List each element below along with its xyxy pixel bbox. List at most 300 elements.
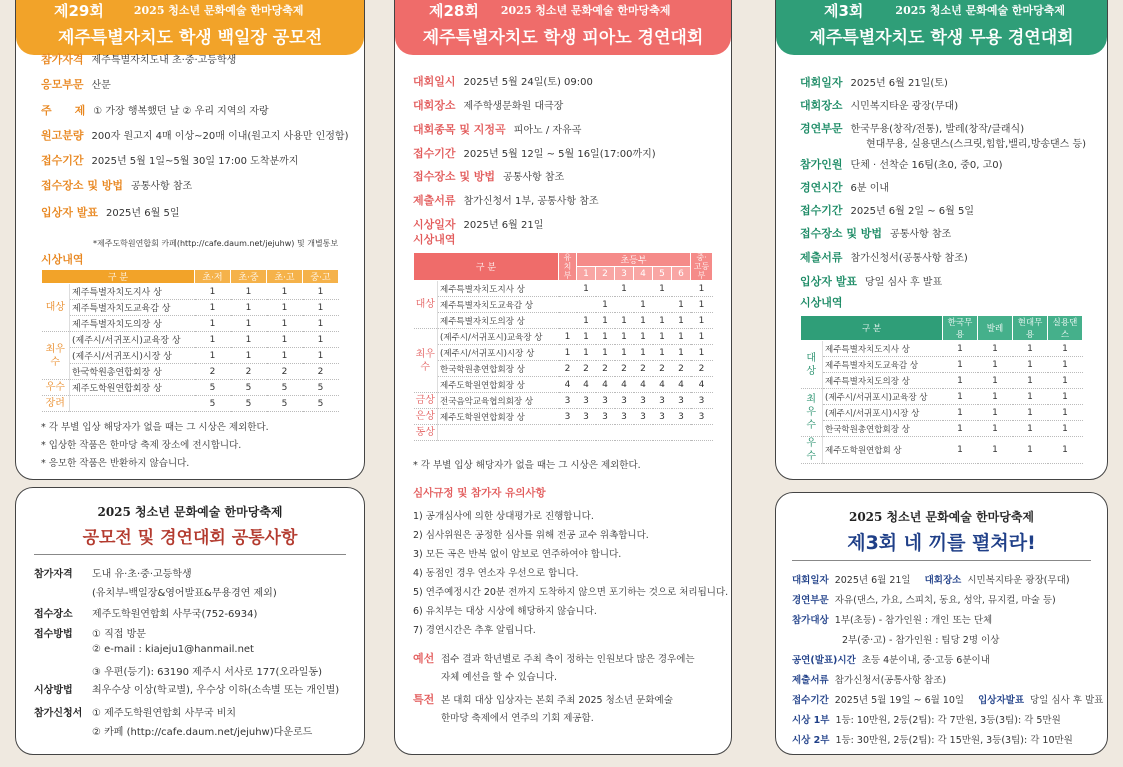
- award-count: 1: [978, 437, 1013, 464]
- award-count: 1: [691, 345, 713, 361]
- awards-label: 시상내역: [413, 233, 456, 246]
- festival-name: 2025 청소년 문화예술 한마당축제: [133, 4, 304, 17]
- info-key: 참가대상: [792, 615, 829, 626]
- info-value: 산문: [91, 80, 111, 91]
- award-count: 3: [634, 409, 653, 425]
- info-value: 시민복지타운 광장(무대): [850, 101, 959, 112]
- talent-festival: 2025 청소년 문화예술 한마당축제: [848, 510, 1035, 524]
- info-row: [792, 572, 1070, 586]
- info-value: 2025년 5월 24일(토) 09:00: [463, 77, 593, 88]
- award-count: 1: [978, 405, 1013, 421]
- announce-note: *제주도학원연합회 카페(http://cafe.daum.net/jejuhw) 및 개별통보: [93, 239, 339, 248]
- award-count: 1: [577, 345, 596, 361]
- award-count: [596, 281, 615, 297]
- info-row: [800, 179, 889, 195]
- award-count: 5: [195, 380, 231, 396]
- grade-header: 4: [634, 267, 653, 281]
- column-header: 발레: [978, 316, 1013, 341]
- award-count: [577, 297, 596, 313]
- award-count: 1: [1013, 389, 1048, 405]
- dance-card: [775, 0, 1108, 480]
- info-value: 1부(초등) - 참가인원 : 개인 또는 단체: [834, 615, 993, 626]
- column-header: 현대무용: [1013, 316, 1048, 341]
- info-row: [41, 76, 111, 92]
- section-text: 한마당 축제에서 연주의 기회 제공함.: [441, 713, 594, 724]
- award-count: 1: [672, 313, 691, 329]
- contest-number: 제29회: [54, 2, 104, 20]
- award-count: 1: [978, 341, 1013, 357]
- award-name: (제주시/서귀포시)시장 상: [438, 345, 559, 361]
- info-value: 자유(댄스, 가요, 스피치, 동요, 성악, 뮤지컬, 마술 등): [834, 595, 1056, 606]
- table-row: [414, 425, 713, 441]
- table-row: [42, 348, 339, 364]
- award-count: 3: [596, 393, 615, 409]
- award-count: 4: [691, 377, 713, 393]
- group-label: 대상: [414, 281, 438, 329]
- award-count: 1: [596, 345, 615, 361]
- award-count: 2: [653, 361, 672, 377]
- award-count: 1: [195, 348, 231, 364]
- info-key: 참가신청서: [34, 708, 83, 719]
- common-card: [15, 487, 365, 755]
- award-count: 1: [231, 284, 267, 300]
- info-row: [34, 723, 312, 738]
- info-row: [800, 97, 958, 113]
- award-count: 1: [231, 332, 267, 348]
- column-header: 유치부: [559, 253, 577, 281]
- award-count: 1: [303, 316, 339, 332]
- column-header: 구 분: [801, 316, 943, 341]
- info-value: 시민복지타운 광장(무대): [967, 575, 1070, 586]
- rule-item: 7) 경연시간은 추후 알립니다.: [413, 625, 536, 636]
- info-key: 제출서류: [413, 194, 456, 207]
- common-title: 공모전 및 경연대회 공통사항: [82, 528, 298, 548]
- award-count: [634, 281, 653, 297]
- award-name: 제주특별자치도교육감 상: [823, 357, 943, 373]
- info-key: 대회일자: [800, 76, 843, 89]
- contest-title: 제주특별자치도 학생 무용 경연대회: [809, 28, 1074, 48]
- award-name: 제주특별자치도교육감 상: [70, 300, 195, 316]
- dance-header: [776, 0, 1107, 55]
- award-count: 3: [577, 409, 596, 425]
- info-value: ① 직접 방문: [92, 629, 146, 640]
- info-row: [41, 127, 348, 143]
- table-header: [414, 253, 713, 267]
- info-value: 2025년 5월 1일~5월 30일 17:00 도착분까지: [91, 156, 299, 167]
- info-row: [41, 152, 298, 168]
- award-count: 1: [267, 348, 303, 364]
- section-key: 예선: [413, 652, 435, 665]
- info-row: [413, 145, 656, 161]
- info-row: [413, 168, 564, 184]
- info-key: 접수장소: [34, 609, 73, 620]
- info-row: [792, 632, 999, 646]
- award-count: 1: [615, 329, 634, 345]
- award-count: 1: [653, 313, 672, 329]
- info-key: 시상 1부: [792, 715, 830, 726]
- info-row: [800, 156, 1003, 172]
- info-value: 피아노 / 자유곡: [513, 125, 582, 136]
- footnote: * 응모한 작품은 반환하지 않습니다.: [41, 458, 190, 469]
- common-festival: 2025 청소년 문화예술 한마당축제: [97, 505, 283, 519]
- info-value: 현대무용, 실용댄스(스크릿,힙합,밸리,방송댄스 등): [866, 139, 1087, 150]
- award-count: 1: [195, 316, 231, 332]
- group-label: 우수: [801, 437, 823, 464]
- award-count: 1: [267, 332, 303, 348]
- table-row: [801, 421, 1083, 437]
- award-count: [691, 425, 713, 441]
- info-value: ③ 우편(등기): 63190 제주시 서사로 177(오라일동): [92, 667, 322, 678]
- award-count: 1: [672, 345, 691, 361]
- info-key: 대회일시: [413, 75, 456, 88]
- award-count: 1: [943, 341, 978, 357]
- award-count: 1: [1048, 373, 1083, 389]
- table-row: [414, 329, 713, 345]
- award-count: 1: [634, 345, 653, 361]
- award-count: 1: [943, 389, 978, 405]
- info-value: 공통사항 참조: [131, 181, 193, 192]
- award-count: 5: [267, 380, 303, 396]
- award-count: 2: [691, 361, 713, 377]
- rule-item: 3) 모든 곡은 반복 없이 암보로 연주하여야 합니다.: [413, 549, 622, 560]
- group-label: 최우수: [42, 332, 70, 380]
- info-value: 2025년 6월 21일: [834, 575, 911, 586]
- grade-header: 3: [615, 267, 634, 281]
- info-key: 대회장소: [924, 575, 962, 586]
- section-text: 자체 예선을 할 수 있습니다.: [441, 672, 558, 683]
- award-name: (제주시/서귀포시)시장 상: [823, 405, 943, 421]
- talent-card: [775, 492, 1108, 755]
- info-key: 대회장소: [413, 99, 456, 112]
- info-key: 입상자 발표: [41, 206, 98, 219]
- table-row: [42, 300, 339, 316]
- award-count: 1: [195, 300, 231, 316]
- award-name: 제주특별자치도지사 상: [823, 341, 943, 357]
- awards-table: [800, 315, 1083, 464]
- info-row: [792, 712, 1061, 726]
- info-value: 2025년 6월 21일: [463, 220, 544, 231]
- info-key: 접수장소 및 방법: [413, 170, 496, 183]
- table-row: [801, 357, 1083, 373]
- info-row: [41, 204, 179, 220]
- award-count: 1: [267, 300, 303, 316]
- baekiljang-header: [16, 0, 364, 55]
- award-count: 1: [303, 348, 339, 364]
- info-value: 한국무용(창작/전통), 발레(창작/클래식): [850, 124, 1025, 135]
- award-count: [559, 297, 577, 313]
- info-row: [800, 135, 1086, 150]
- group-label: 금상: [414, 393, 438, 409]
- award-name: 제주도학원연합회장 상: [438, 377, 559, 393]
- award-count: 3: [653, 409, 672, 425]
- table-row: [42, 396, 339, 412]
- info-key: 주 제: [41, 104, 86, 117]
- info-value: ② e-mail : kiajeju1@hanmail.net: [92, 644, 254, 655]
- info-row: [792, 592, 1056, 606]
- award-count: 1: [1048, 405, 1083, 421]
- award-name: [70, 396, 195, 412]
- award-count: 4: [559, 377, 577, 393]
- info-key: 접수기간: [41, 154, 84, 167]
- award-name: 한국학원총연합회장 상: [438, 361, 559, 377]
- award-count: [559, 281, 577, 297]
- award-count: 1: [672, 297, 691, 313]
- info-row: [41, 51, 236, 67]
- info-key: 참가인원: [800, 158, 843, 171]
- info-key: 시상방법: [34, 685, 73, 696]
- award-count: 1: [943, 405, 978, 421]
- column-header: 초·저: [195, 270, 231, 284]
- award-count: 3: [559, 393, 577, 409]
- info-key: 참가자격: [41, 53, 84, 66]
- award-count: 5: [303, 380, 339, 396]
- award-count: 2: [672, 361, 691, 377]
- info-key: 참가자격: [34, 569, 73, 580]
- info-row: [34, 605, 257, 620]
- award-count: 4: [634, 377, 653, 393]
- column-header: 중·고등부: [691, 253, 713, 281]
- award-count: 1: [978, 373, 1013, 389]
- award-count: 5: [195, 396, 231, 412]
- award-count: 1: [653, 329, 672, 345]
- award-count: 3: [577, 393, 596, 409]
- info-row: [34, 584, 277, 599]
- award-count: 1: [231, 348, 267, 364]
- grade-header: 5: [653, 267, 672, 281]
- award-count: [615, 297, 634, 313]
- group-label: 은상: [414, 409, 438, 425]
- info-row: [34, 704, 236, 719]
- award-name: 제주도학원연합회장 상: [438, 409, 559, 425]
- info-key: 대회장소: [800, 99, 843, 112]
- award-count: 1: [577, 313, 596, 329]
- table-row: [414, 393, 713, 409]
- award-count: 1: [195, 332, 231, 348]
- grade-header: 2: [596, 267, 615, 281]
- award-count: 1: [978, 389, 1013, 405]
- group-label: 장려: [42, 396, 70, 412]
- award-count: 1: [1048, 341, 1083, 357]
- award-count: 1: [943, 357, 978, 373]
- awards-table: [41, 269, 339, 412]
- award-name: 제주특별자치도교육감 상: [438, 297, 559, 313]
- award-count: 1: [559, 345, 577, 361]
- award-count: 1: [691, 297, 713, 313]
- info-key: 접수장소 및 방법: [800, 227, 883, 240]
- award-name: 제주도학원연합회장 상: [70, 380, 195, 396]
- award-count: 2: [634, 361, 653, 377]
- info-value: 공통사항 참조: [503, 172, 565, 183]
- award-count: [615, 425, 634, 441]
- info-row: [41, 102, 269, 118]
- award-count: [559, 313, 577, 329]
- award-name: 제주특별자치도의장 상: [823, 373, 943, 389]
- award-count: [672, 281, 691, 297]
- info-value: ② 카페 (http://cafe.daum.net/jejuhw)다운로드: [92, 727, 313, 738]
- award-name: 제주특별자치도의장 상: [438, 313, 559, 329]
- baekiljang-card: [15, 0, 365, 480]
- table-row: [801, 389, 1083, 405]
- award-count: [577, 425, 596, 441]
- award-count: 1: [615, 281, 634, 297]
- award-count: 2: [559, 361, 577, 377]
- table-row: [42, 316, 339, 332]
- info-value: 2025년 5월 12일 ~ 5월 16일(17:00까지): [463, 149, 656, 160]
- award-count: 5: [267, 396, 303, 412]
- info-key: 시상 2부: [792, 735, 830, 746]
- award-count: 3: [615, 393, 634, 409]
- table-row: [801, 405, 1083, 421]
- award-name: (제주시/서귀포시)시장 상: [70, 348, 195, 364]
- info-row: [413, 121, 581, 137]
- info-row: [800, 273, 942, 289]
- contest-number: 제28회: [429, 2, 479, 20]
- info-value: 2025년 6월 2일 ~ 6월 5일: [850, 206, 974, 217]
- table-row: [414, 345, 713, 361]
- table-row: [801, 373, 1083, 389]
- awards-label: 시상내역: [41, 253, 84, 266]
- award-count: 1: [596, 297, 615, 313]
- award-count: 1: [615, 345, 634, 361]
- talent-title: 제3회 네 끼를 펼쳐라!: [847, 532, 1036, 554]
- info-row: [34, 644, 254, 655]
- table-header: [801, 316, 1083, 341]
- award-count: [653, 297, 672, 313]
- info-value: 2부(중·고) - 참가인원 : 팀당 2명 이상: [842, 635, 1000, 646]
- award-count: 3: [691, 409, 713, 425]
- award-count: 3: [691, 393, 713, 409]
- grade-header: 1: [577, 267, 596, 281]
- award-name: 전국음악교육협의회장 상: [438, 393, 559, 409]
- award-count: [672, 425, 691, 441]
- info-value: 참가신청서(공통사항 참조): [834, 675, 947, 686]
- table-row: [414, 377, 713, 393]
- award-count: 3: [634, 393, 653, 409]
- info-value: 2025년 6월 21일(토): [850, 78, 948, 89]
- award-count: 1: [577, 281, 596, 297]
- award-count: 1: [1013, 357, 1048, 373]
- award-count: 1: [559, 329, 577, 345]
- info-key: 접수기간: [792, 695, 829, 706]
- info-value: 도내 유·초·중·고등학생: [92, 569, 192, 580]
- table-row: [414, 313, 713, 329]
- award-count: 1: [267, 284, 303, 300]
- column-header: 한국무용: [943, 316, 978, 341]
- group-label: 최우수: [414, 329, 438, 393]
- award-count: 1: [1048, 357, 1083, 373]
- award-count: 4: [615, 377, 634, 393]
- info-key: 공연(발표)시간: [792, 655, 856, 666]
- info-key: 접수장소 및 방법: [41, 179, 124, 192]
- award-count: 1: [943, 373, 978, 389]
- contest-title: 제주특별자치도 학생 백일장 공모전: [57, 28, 323, 48]
- award-count: [559, 425, 577, 441]
- info-row: [792, 732, 1073, 746]
- award-count: 1: [1013, 341, 1048, 357]
- info-row: [413, 216, 543, 232]
- group-label: 우수: [42, 380, 70, 396]
- column-header: 초등부: [577, 253, 691, 267]
- award-name: 제주특별자치도지사 상: [70, 284, 195, 300]
- award-count: 1: [1048, 421, 1083, 437]
- info-value: ① 가장 행복했던 날 ② 우리 지역의 자랑: [93, 106, 269, 117]
- info-key: 응모부문: [41, 78, 84, 91]
- column-header: 초·중: [231, 270, 267, 284]
- piano-card: [394, 0, 732, 755]
- award-count: 5: [303, 396, 339, 412]
- info-key: 대회일자: [792, 575, 829, 586]
- info-key: 대회종목 및 지정곡: [413, 123, 506, 136]
- info-key: 접수방법: [34, 629, 73, 640]
- award-count: [634, 425, 653, 441]
- award-name: (제주시/서귀포시)교육장 상: [823, 389, 943, 405]
- award-name: 한국학원총연합회장 상: [823, 421, 943, 437]
- info-row: [792, 692, 1103, 706]
- info-value: 제주학생문화원 대극장: [463, 101, 564, 112]
- info-key: 제출서류: [800, 251, 843, 264]
- award-count: 2: [577, 361, 596, 377]
- award-count: 1: [634, 297, 653, 313]
- info-key: 시상일자: [413, 218, 456, 231]
- info-row: [800, 202, 974, 218]
- award-count: 1: [978, 357, 1013, 373]
- award-count: 1: [1013, 373, 1048, 389]
- table-row: [414, 361, 713, 377]
- award-count: 1: [943, 421, 978, 437]
- rule-item: 1) 공개심사에 의한 상대평가로 진행합니다.: [413, 511, 594, 522]
- info-key: 입상자 발표: [800, 275, 857, 288]
- award-count: 1: [1013, 437, 1048, 464]
- award-count: 1: [596, 329, 615, 345]
- info-value: 1등: 30만원, 2등(2팀): 각 15만원, 3등(3팀): 각 10만원: [835, 735, 1073, 746]
- table-note: * 각 부별 입상 해당자가 없을 때는 그 시상은 제외한다.: [413, 460, 641, 471]
- table-row: [414, 409, 713, 425]
- info-value: 참가신청서 1부, 공통사항 참조: [463, 196, 599, 207]
- info-row: [34, 681, 339, 696]
- table-row: [42, 284, 339, 300]
- info-row: [800, 249, 968, 265]
- award-count: 3: [596, 409, 615, 425]
- rule-item: 2) 심사위원은 공정한 심사를 위해 전공 교수 위촉합니다.: [413, 530, 649, 541]
- award-count: 1: [653, 281, 672, 297]
- info-row: [34, 663, 322, 678]
- info-value: 당일 심사 후 발표: [1030, 695, 1104, 706]
- info-key: 입상자발표: [978, 695, 1024, 706]
- info-value: 단체 · 선착순 16팀(초0, 중0, 고0): [850, 160, 1003, 171]
- award-count: 1: [303, 284, 339, 300]
- piano-header: [395, 0, 731, 55]
- group-label: 최우수: [801, 389, 823, 437]
- footnote: * 각 부별 입상 해당자가 없을 때는 그 시상은 제외한다.: [41, 422, 269, 433]
- table-row: [801, 341, 1083, 357]
- award-count: 4: [672, 377, 691, 393]
- table-row: [801, 437, 1083, 464]
- festival-name: 2025 청소년 문화예술 한마당축제: [500, 4, 671, 17]
- info-key: 접수기간: [413, 147, 456, 160]
- info-row: [34, 565, 192, 580]
- award-count: 2: [615, 361, 634, 377]
- award-count: 1: [1048, 389, 1083, 405]
- festival-name: 2025 청소년 문화예술 한마당축제: [895, 4, 1066, 17]
- table-row: [42, 380, 339, 396]
- info-row: [413, 192, 599, 208]
- info-value: 6분 이내: [850, 183, 890, 194]
- award-count: 3: [672, 409, 691, 425]
- award-count: 1: [1013, 421, 1048, 437]
- info-row: [792, 612, 992, 626]
- award-name: 제주특별자치도지사 상: [438, 281, 559, 297]
- award-count: 1: [691, 281, 713, 297]
